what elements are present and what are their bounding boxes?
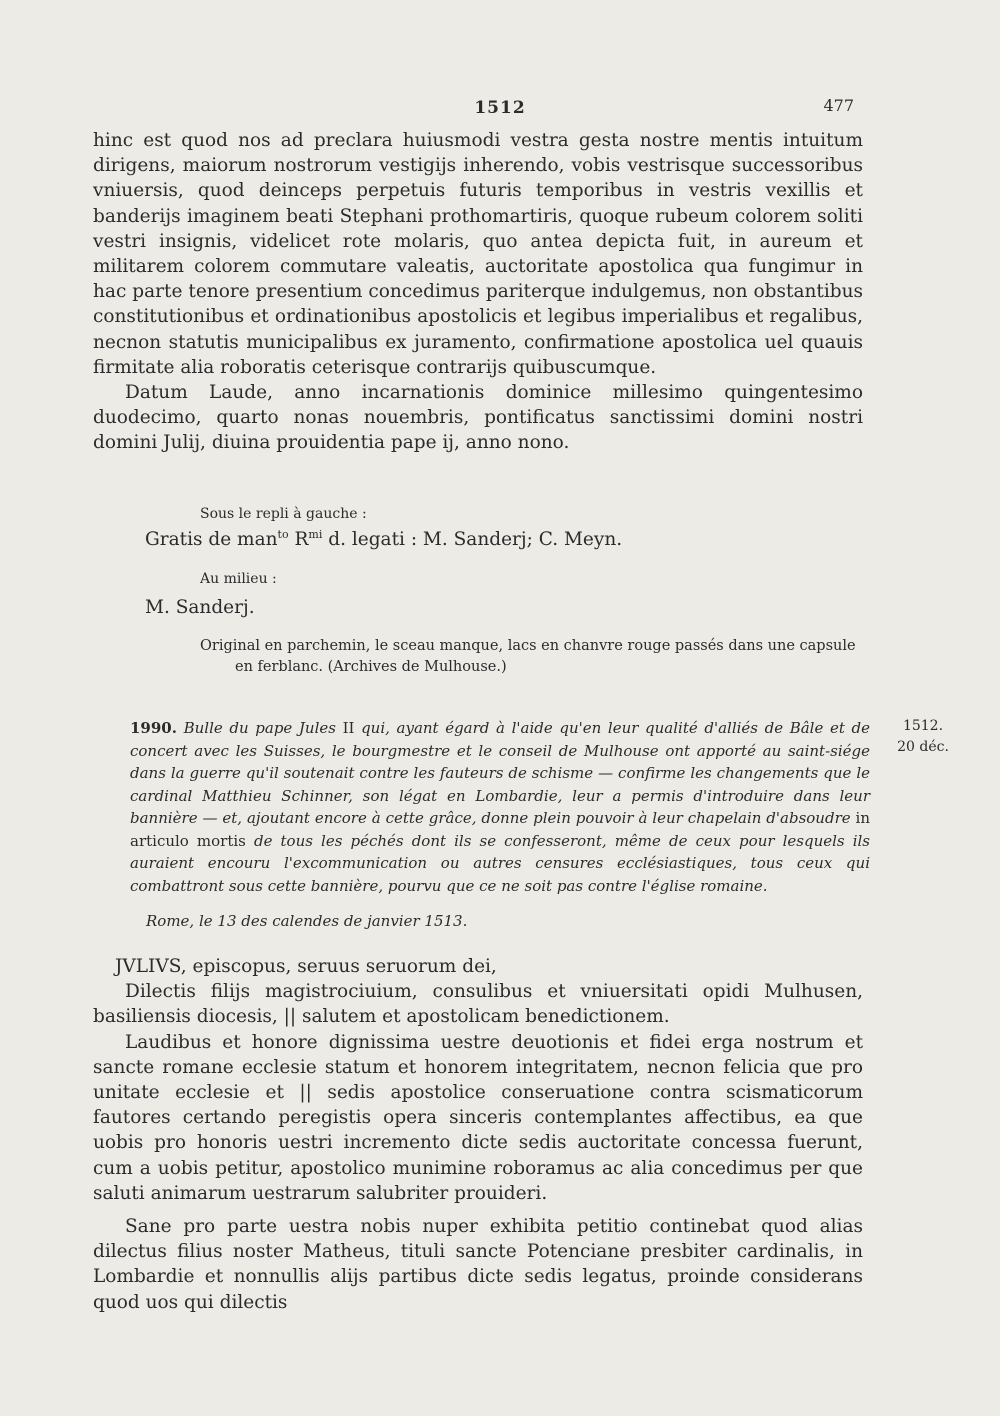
- gratis-superscript: to: [277, 528, 289, 541]
- endorsement-label-left: Sous le repli à gauche :: [200, 506, 367, 522]
- bull-text: [93, 954, 863, 1315]
- continuation-text: [93, 128, 863, 456]
- summary-latin: in articulo mortis: [130, 809, 870, 850]
- continuation-paragraph: hinc est quod nos ad preclara huiusmodi vestra gesta nostre mentis intuitum dirigens, maiorum nostrorum vestigijs inherendo, vobis vestrisque successoribus vniuersis, quod deinceps perpetuis futuris temporibus in vestris vexillis et banderijs imaginem beati Stephani prothomartiris, quoque rubeum colorem soliti vestri insignis, videlicet rote molaris, quo antea depicta fuit, in aureum et militarem colorem commutare valeatis, auctoritate apostolica qua fungimur in hac parte tenore presentium concedimus pariterque indulgemus, non obstantibus constitutionibus et ordinationibus apostolicis et legibus imperialibus et regalibus, necnon statutis municipalibus ex juramento, confirmatione apostolica uel quauis firmitate alia roboratis ceterisque contrarijs quibuscumque.: [93, 130, 863, 378]
- archive-note-line2: en ferblanc. (Archives de Mulhouse.): [235, 659, 507, 675]
- endorsement-label-middle: Au milieu :: [200, 571, 277, 587]
- place-date: Rome, le 13 des calendes de janvier 1513.: [146, 912, 468, 930]
- bull-paragraph-2: Sane pro parte uestra nobis nuper exhibita petitio continebat quod alias dilectus filius noster Matheus, tituli sancte Potenciane presbiter cardinalis, in Lombardie et nonnullis alijs partibus dicte sedis legatus, proinde considerans quod uos qui dilectis: [93, 1216, 863, 1313]
- document-summary: [130, 717, 870, 897]
- gratis-text-mid: R: [288, 529, 309, 551]
- running-header-year: 1512: [474, 98, 526, 118]
- summary-roman: II: [342, 719, 355, 737]
- document-number: 1990.: [130, 719, 177, 737]
- bull-intitulatio: JVLIVS, episcopus, seruus seruorum dei,: [115, 956, 497, 977]
- margin-year: 1512.: [902, 718, 944, 734]
- page-number: 477: [823, 96, 854, 115]
- summary-text-a: Bulle du pape Jules: [183, 719, 343, 737]
- dating-clause: Datum Laude, anno incarnationis dominice millesimo quingentesimo duodecimo, quarto nonas nouembris, pontificatus sanctissimi domini nostri domini Julij, diuina prouidentia pape ij, anno nono.: [93, 382, 863, 454]
- bull-inscriptio: Dilectis filijs magistrociuium, consulibus et vniuersitati opidi Mulhusen, basiliensis diocesis, || salutem et apostolicam benedictionem.: [93, 981, 863, 1028]
- archive-note-line1: Original en parchemin, le sceau manque, lacs en chanvre rouge passés dans une capsule: [200, 638, 856, 654]
- summary-text-c: de tous les péchés dont ils se confesseront, même de ceux pour lesquels ils auraient encouru l'excommunication ou autres censures ecclésiastiques, tous ceux qui combattront sous cette bannière, pourvu que ce ne soit pas contre l'église romaine.: [130, 831, 870, 895]
- endorsement-middle-name: M. Sanderj.: [145, 597, 255, 618]
- gratis-superscript-2: mi: [308, 528, 323, 541]
- gratis-text-end: d. legati : M. Sanderj; C. Meyn.: [322, 529, 623, 551]
- gratis-text: Gratis de man: [145, 529, 278, 551]
- margin-date: [888, 716, 958, 758]
- bull-paragraph-1: Laudibus et honore dignissima uestre deuotionis et fidei erga nostrum et sancte romane ecclesie statum et honorem integritatem, necnon felicia que pro unitate ecclesie et || sedis apostolice conseruatione contra scismaticorum fautores certando peregistis opera sinceris contemplantes affectibus, ea que uobis pro honoris uestri incremento dicte sedis auctoritate concessa fuerunt, cum a uobis petitur, apostolico munimine roboramus ac alia concedimus per que saluti animarum uestrarum salubriter prouideri.: [93, 1031, 863, 1204]
- archive-note: [200, 636, 870, 678]
- summary-text-b: qui, ayant égard à l'aide qu'en leur qualité d'alliés de Bâle et de concert avec les Suisses, le bourgmestre et le conseil de Mulhouse ont apporté au saint-siége dans la guerre qu'il soutenait contre les fauteurs de schisme — confirme les changements que le cardinal Matthieu Schinner, son légat en Lombardie, leur a permis d'introduire dans leur bannière — et, ajoutant encore à cette grâce, donne plein pouvoir à leur chapelain d'absoudre: [130, 719, 870, 827]
- endorsement-gratis: [145, 528, 622, 550]
- margin-day: 20 déc.: [897, 739, 949, 755]
